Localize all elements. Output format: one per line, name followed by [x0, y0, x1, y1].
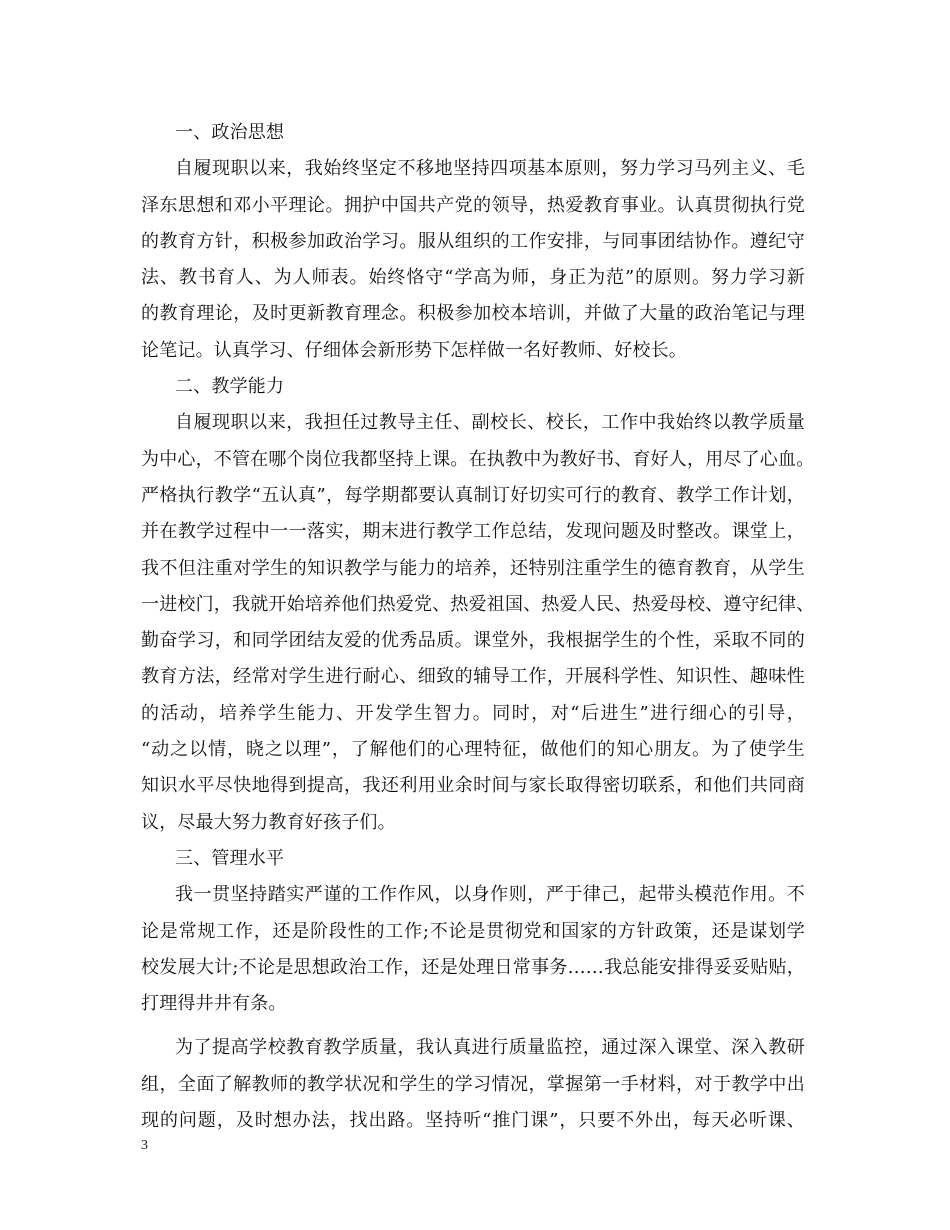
- paragraph-line: 现的问题，及时想办法，找出路。坚持听“推门课”，只要不外出，每天必听课、: [141, 1110, 805, 1132]
- paragraph-line: 泽东思想和邓小平理论。拥护中国共产党的领导，热爱教育事业。认真贯彻执行党: [141, 194, 805, 216]
- paragraph-line: 法、教书育人、为人师表。始终恪守“学高为师，身正为范”的原则。努力学习新: [141, 267, 805, 289]
- paragraph-line: 并在教学过程中一一落实，期末进行教学工作总结，发现问题及时整改。课堂上，: [141, 521, 805, 543]
- paragraph-line: 的教育理论，及时更新教育理念。积极参加校本培训，并做了大量的政治笔记与理: [141, 303, 805, 325]
- page-number: 3: [141, 1138, 148, 1153]
- paragraph-line: 为中心，不管在哪个岗位我都坚持上课。在执教中为教好书、育好人，用尽了心血。: [141, 448, 815, 470]
- paragraph-line: 论是常规工作，还是阶段性的工作;不论是贯彻党和国家的方针政策，还是谋划学: [141, 920, 805, 942]
- paragraph-line: 打理得井井有条。: [141, 993, 287, 1015]
- paragraph-line: 自履现职以来，我担任过教导主任、副校长、校长，工作中我始终以教学质量: [175, 412, 805, 434]
- paragraph-line: 议，尽最大努力教育好孩子们。: [141, 811, 396, 833]
- paragraph-gap: [141, 1022, 805, 1030]
- section-heading-political-thought: 一、政治思想: [175, 122, 285, 143]
- paragraph-line: 我不但注重对学生的知识教学与能力的培养，还特别注重学生的德育教育，从学生: [141, 557, 805, 579]
- section-heading-teaching-ability: 二、教学能力: [175, 376, 285, 398]
- paragraph-line: 严格执行教学“五认真”，每学期都要认真制订好切实可行的教育、教学工作计划，: [141, 484, 805, 506]
- paragraph-line: 校发展大计;不论是思想政治工作，还是处理日常事务……我总能安排得妥妥贴贴，: [141, 956, 805, 978]
- paragraph-line: 为了提高学校教育教学质量，我认真进行质量监控，通过深入课堂、深入教研: [175, 1037, 805, 1059]
- paragraph-line: 我一贯坚持踏实严谨的工作作风，以身作则，严于律己，起带头模范作用。不: [175, 884, 805, 906]
- document-body: [141, 115, 815, 1139]
- paragraph-line: 勤奋学习，和同学团结友爱的优秀品质。课堂外，我根据学生的个性，采取不同的: [141, 630, 805, 652]
- paragraph-line: 的教育方针，积极参加政治学习。服从组织的工作安排，与同事团结协作。遵纪守: [141, 230, 805, 252]
- paragraph-line: 一进校门，我就开始培养他们热爱党、热爱祖国、热爱人民、热爱母校、遵守纪律、: [141, 593, 815, 615]
- paragraph-line: 知识水平尽快地得到提高，我还利用业余时间与家长取得密切联系，和他们共同商: [141, 775, 805, 797]
- paragraph-line: 组，全面了解教师的教学状况和学生的学习情况，掌握第一手材料，对于教学中出: [141, 1073, 805, 1095]
- paragraph-line: 教育方法，经常对学生进行耐心、细致的辅导工作，开展科学性、知识性、趣味性: [141, 666, 805, 688]
- section-heading-management-level: 三、管理水平: [175, 847, 285, 869]
- paragraph-line: 的活动，培养学生能力、开发学生智力。同时，对“后进生”进行细心的引导，: [141, 702, 805, 724]
- paragraph-line: “动之以情，晓之以理”，了解他们的心理特征，做他们的知心朋友。为了使学生: [141, 739, 805, 761]
- paragraph-line: 自履现职以来，我始终坚定不移地坚持四项基本原则，努力学习马列主义、毛: [175, 158, 805, 180]
- paragraph-line: 论笔记。认真学习、仔细体会新形势下怎样做一名好教师、好校长。: [141, 339, 687, 361]
